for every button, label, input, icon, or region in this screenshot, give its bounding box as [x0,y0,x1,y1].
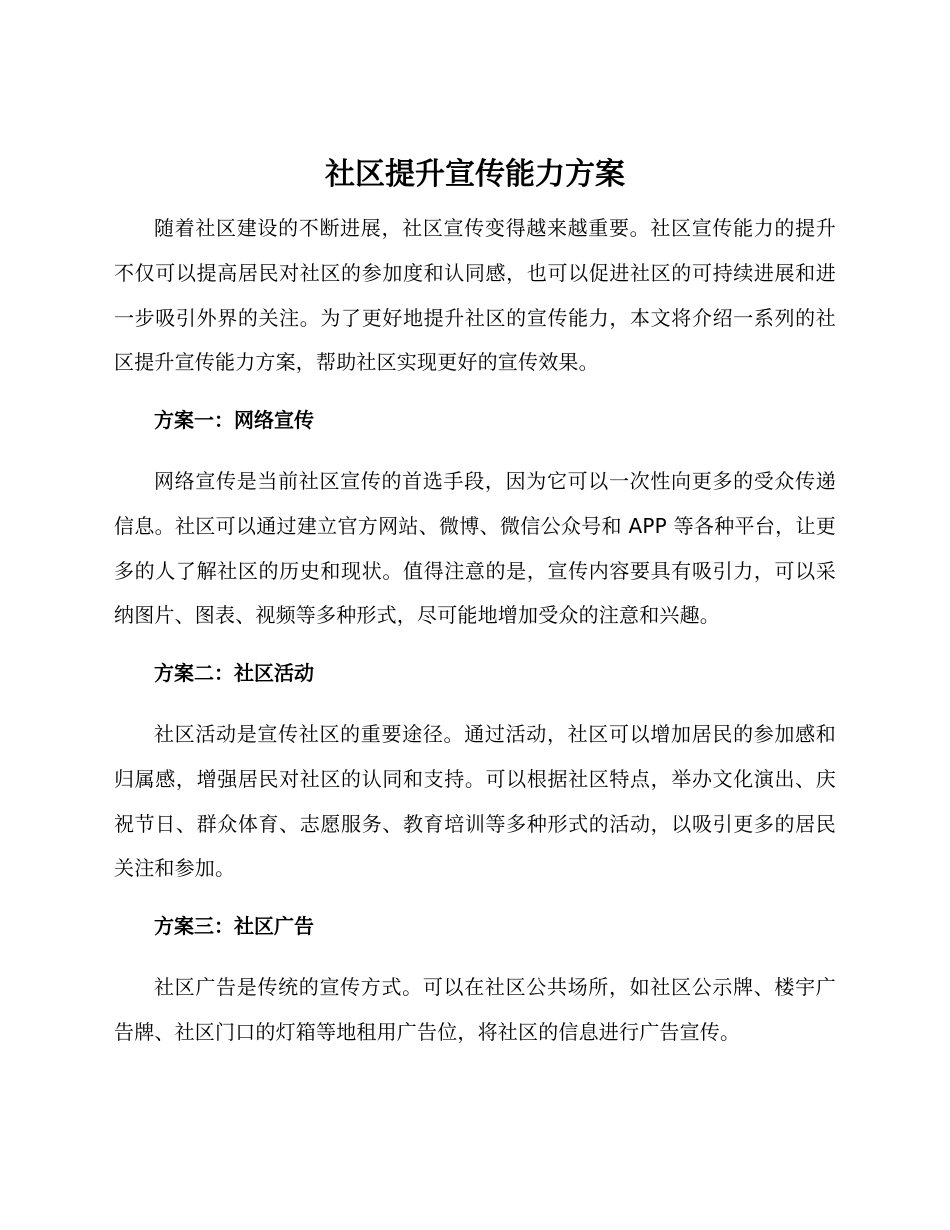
document-content [114,146,836,1055]
section-heading-advertising: 方案三：社区广告 [154,914,314,939]
section-heading-activities: 方案二：社区活动 [154,661,314,686]
section-body-network: 网络宣传是当前社区宣传的首选手段，因为它可以一次性向更多的受众传递信息。社区可以通过建立官方网站、微博、微信公众号和 APP 等各种平台，让更多的人了解社区的历史和现状。值得注意的是，宣传内容要具有吸引力，可以采纳图片、图表、视频等多种形式，尽可能地增加受众的注意和兴趣。 [114,468,836,628]
intro-paragraph: 随着社区建设的不断进展，社区宣传变得越来越重要。社区宣传能力的提升不仅可以提高居民对社区的参加度和认同感，也可以促进社区的可持续进展和进一步吸引外界的关注。为了更好地提升社区的宣传能力，本文将介绍一系列的社区提升宣传能力方案，帮助社区实现更好的宣传效果。 [114,216,836,375]
section-heading-network: 方案一：网络宣传 [154,408,314,433]
section-body-activities: 社区活动是宣传社区的重要途径。通过活动，社区可以增加居民的参加感和归属感，增强居民对社区的认同和支持。可以根据社区特点，举办文化演出、庆祝节日、群众体育、志愿服务、教育培训等多种形式的活动，以吸引更多的居民关注和参加。 [114,721,836,881]
document-title: 社区提升宣传能力方案 [325,157,625,192]
section-body-advertising: 社区广告是传统的宣传方式。可以在社区公共场所，如社区公示牌、楼宇广告牌、社区门口的灯箱等地租用广告位，将社区的信息进行广告宣传。 [114,974,836,1044]
